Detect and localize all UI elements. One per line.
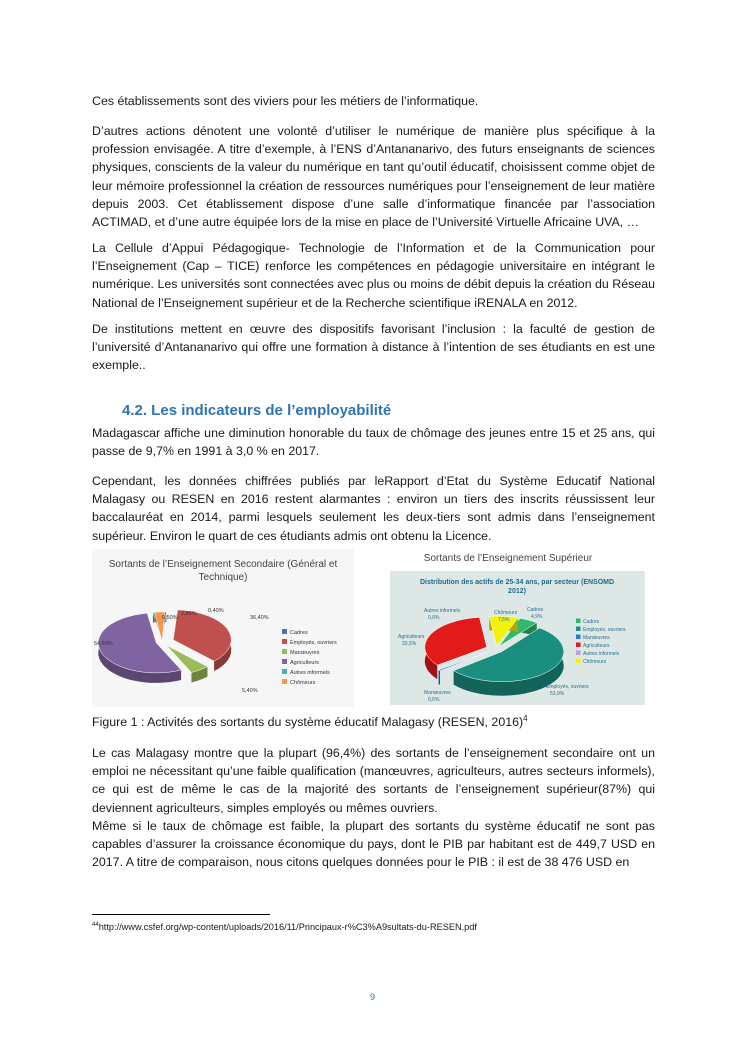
paragraph-resen: Cependant, les données chiffrées publiés par leRapport d’Etat du Système Educatif National Malagasy ou RESEN en 2016 restent alarmantes : environ un tiers des inscrits réussissent leur baccalauréat en 2014, parmi lesquels seulement les deux-tiers sont admis dans l’enseignement supérieur. Environ le quart de ces étudiants admis ont obtenu la Licence. (92, 474, 655, 543)
chart2-slice-label-employes-ouvriers: Employés, ouvriers (546, 684, 589, 690)
chart2-slice-label-autres-informels: Autres informels (424, 608, 461, 614)
paragraph-ens-antananarivo: D’autres actions dénotent une volonté d’utiliser le numérique de manière plus spécifique à la profession envisagée. A titre d’exemple, à l’ENS d’Antananarivo, des futurs enseignants de sciences physiques, conscients de la valeur du numérique en tant qu’outil éducatif, choisissent comme objet de leur mémoire professionnel la création de ressources numériques pour l’enseignement de leur matière depuis 2003. Cet établissement dispose d’une salle d’informatique financée par l’association ACTIMAD, et d’une autre équipée lors de la mise en place de l’Université Virtuelle Africaine UVA, … (92, 124, 655, 230)
chart2-legend-manoeuvres: Manœuvres (583, 635, 610, 641)
chart2-legend-employes-ouvriers: Employés, ouvriers (583, 627, 626, 633)
chart2-slice-label-manoeuvres: Manœuvres (424, 690, 451, 696)
chart2-legend-swatch-cadres (576, 619, 581, 624)
footnote-marker: 44 (92, 922, 99, 928)
chart2-legend-swatch-agriculteurs (576, 643, 581, 648)
chart1-title-line2: Technique) (198, 572, 248, 583)
chart2-slice-label-agriculteurs: Agriculteurs (398, 634, 425, 640)
chart1-value-label-employes-ouvriers: 36,40% (250, 615, 269, 621)
chart2-slice-side-manoeuvres (439, 670, 440, 685)
section-heading: 4.2. Les indicateurs de l’employabilité (122, 402, 392, 419)
figure-caption (92, 714, 528, 729)
chart2-value-label-agriculteurs: 33,5% (402, 641, 417, 647)
chart2-value-label-manoeuvres: 0,6% (428, 697, 440, 703)
footnote-url[interactable]: http://www.csfef.org/wp-content/uploads/2016/11/Principaux-r%C3%A9sultats-du-RESEN.pdf (98, 922, 477, 933)
chart1-legend-cadres: Cadres (290, 630, 308, 636)
chart1-value-label-agriculteurs: 54,60% (94, 641, 113, 647)
paragraph-chomage: Madagascar affiche une diminution honorable du taux de chômage des jeunes entre 15 et 25 ans, qui passe de 9,7% en 1991 à 3,0 % en 2017. (92, 426, 655, 459)
chart2-legend-swatch-employes-ouvriers (576, 627, 581, 632)
chart1-legend-agriculteurs: Agriculteurs (290, 660, 320, 666)
chart2-value-label-employes-ouvriers: 53,9% (550, 691, 565, 697)
chart2-slice-label-cadres: Cadres (527, 607, 544, 613)
figure-caption-text: Figure 1 : Activités des sortants du système éducatif Malagasy (RESEN, 2016) (92, 715, 524, 730)
chart-superieur-svg (376, 549, 651, 707)
chart1-legend-swatch-chomeurs (282, 679, 287, 684)
chart1-title-line1: Sortants de l’Enseignement Secondaire (Général et (108, 559, 338, 570)
chart2-legend-chomeurs: Chômeurs (583, 659, 607, 665)
chart1-legend-swatch-manoeuvres (282, 649, 287, 654)
chart1-legend-employes-ouvriers: Employés, ouvriers (290, 640, 337, 646)
chart2-legend-agriculteurs: Agriculteurs (583, 643, 610, 649)
paragraph-inclusion: De institutions mettent en œuvre des dispositifs favorisant l’inclusion : la faculté de gestion de l’université d’Antananarivo qui offre une formation à distance à l’intention de ses étudiants en est une exemple.. (92, 322, 655, 373)
chart2-value-label-autres-informels: 0,0% (428, 615, 440, 621)
page-number: 9 (369, 992, 375, 1002)
chart1-value-label-cadres: 0,40% (208, 608, 224, 614)
chart2-value-label-cadres: 4,9% (531, 614, 543, 620)
chart2-value-label-chomeurs: 7,5% (498, 617, 510, 623)
chart1-legend-manoeuvres: Manœuvres (290, 650, 320, 656)
chart1-value-label-manoeuvres: 5,40% (242, 688, 258, 694)
paragraph-cas-malagasy: Le cas Malagasy montre que la plupart (96,4%) des sortants de l’enseignement secondaire ont un emploi ne nécessitant qu’une faible qualification (manœuvres, agriculteurs, autres secteurs informels), ce qui est de même le cas de la majorité des sortants de l’enseignement supérieur(87%) qui deviennent agriculteurs, simples employés ou mêmes ouvriers. (92, 746, 655, 815)
paragraph-informatique: Ces établissements sont des viviers pour les métiers de l’informatique. (92, 94, 479, 108)
chart2-slice-label-chomeurs: Chômeurs (494, 610, 518, 616)
figure-caption-note: 4 (523, 714, 528, 723)
chart2-legend-cadres: Cadres (583, 619, 600, 625)
chart1-legend-chomeurs: Chômeurs (290, 680, 316, 686)
chart2-subtitle-line1: Distribution des actifs de 25-34 ans, par secteur (ENSOMD (419, 579, 615, 586)
chart2-title: Sortants de l’Enseignement Supérieur (423, 553, 593, 564)
chart-superieur (376, 549, 651, 707)
paragraph-pib: Même si le taux de chômage est faible, la plupart des sortants du système éducatif ne sont pas capables d’assurer la croissance économique du pays, dont le PIB par habitant est de 449,7 USD en 2017. A titre de comparaison, nous citons quelques données pour le PIB : il est de 38 476 USD en (92, 819, 655, 870)
chart2-legend-swatch-autres-informels (576, 651, 581, 656)
footnote (92, 922, 477, 932)
chart-secondaire (92, 549, 354, 707)
chart1-legend-swatch-autres-informels (282, 669, 287, 674)
chart1-legend-swatch-employes-ouvriers (282, 639, 287, 644)
chart1-value-label-autres-informels: 0,50% (162, 615, 178, 621)
chart1-legend-autres-informels: Autres informels (290, 670, 330, 676)
paragraph-cap-tice: La Cellule d’Appui Pédagogique- Technologie de l’Information et de la Communication pour l’Enseignement (Cap – TICE) renforce les compétences en pédagogie universitaire en intégrant le numérique. Les universités sont connectées avec plus ou moins de débit depuis la création du Réseau National de l’Enseignement supérieur et de la Recherche scientifique iRENALA en 2012. (92, 241, 655, 310)
chart1-legend-swatch-cadres (282, 629, 287, 634)
footnote-separator (92, 914, 270, 915)
chart2-subtitle-line2: 2012) (508, 588, 526, 595)
chart2-legend-autres-informels: Autres informels (583, 651, 620, 657)
chart1-legend-swatch-agriculteurs (282, 659, 287, 664)
chart2-legend-swatch-manoeuvres (576, 635, 581, 640)
chart-secondaire-svg (92, 549, 354, 707)
chart2-legend-swatch-chomeurs (576, 659, 581, 664)
chart1-value-label-chomeurs: 2,80% (181, 611, 197, 617)
